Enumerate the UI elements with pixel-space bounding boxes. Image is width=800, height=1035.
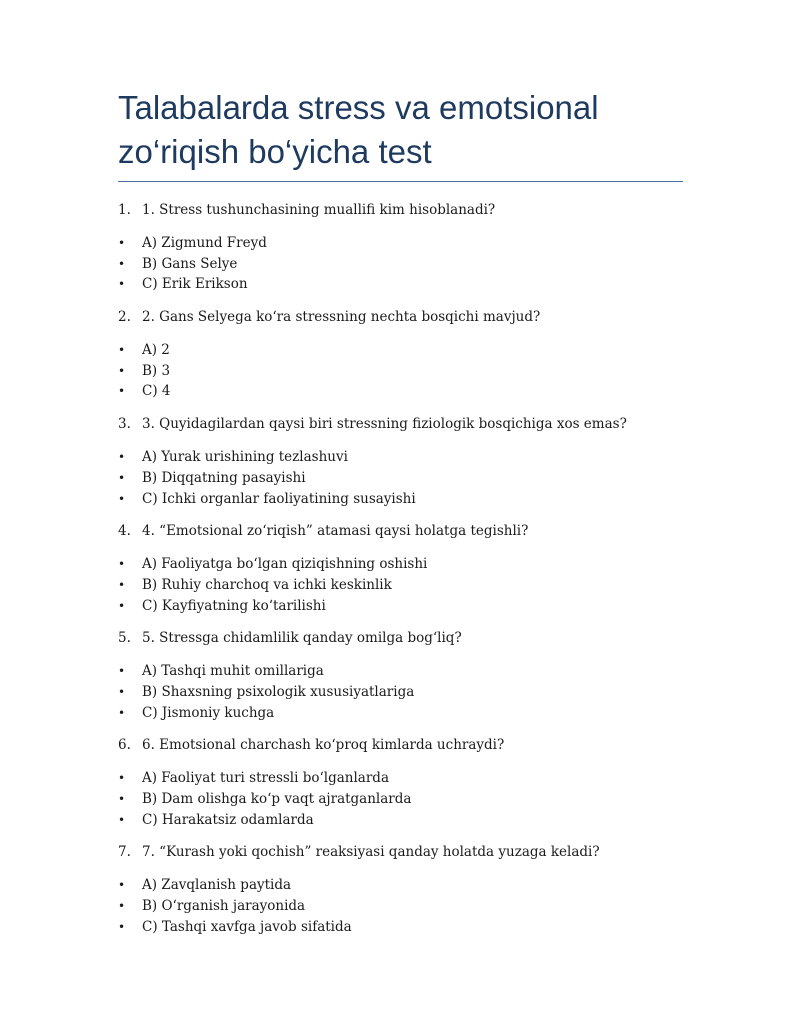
bullet-icon: • xyxy=(118,792,126,806)
option-text: B) Diqqatning pasayishi xyxy=(142,469,306,486)
option-item xyxy=(118,768,718,789)
option-item xyxy=(118,554,718,575)
option-item xyxy=(118,661,718,682)
option-text: B) Ruhiy charchoq va ichki keskinlik xyxy=(142,576,392,593)
bullet-icon: • xyxy=(118,557,126,572)
option-item xyxy=(118,810,718,831)
bullet-icon: • xyxy=(118,577,126,592)
question-number: 4. xyxy=(118,523,131,540)
question-number: 5. xyxy=(118,630,131,647)
title-divider xyxy=(118,181,683,182)
option-item xyxy=(118,468,718,489)
question xyxy=(118,521,718,542)
question xyxy=(118,628,718,649)
option-list xyxy=(118,447,718,509)
option-list xyxy=(118,554,718,616)
option-text: A) Yurak urishining tezlashuvi xyxy=(142,449,348,466)
bullet-icon: • xyxy=(118,771,126,786)
option-text: B) Shaxsning psixologik xususiyatlariga xyxy=(142,683,415,700)
question xyxy=(118,414,718,435)
bullet-icon: • xyxy=(118,277,126,292)
option-text: B) Gans Selye xyxy=(142,255,238,272)
option-text: C) Harakatsiz odamlarda xyxy=(142,811,314,828)
bullet-icon: • xyxy=(118,470,126,485)
question-list xyxy=(118,200,718,937)
option-item xyxy=(118,875,718,896)
question-text: 5. Stressga chidamlilik qanday omilga bog‘liq? xyxy=(142,630,462,647)
option-item xyxy=(118,361,718,382)
bullet-icon: • xyxy=(118,384,126,399)
option-item xyxy=(118,596,718,617)
question-text: 6. Emotsional charchash ko‘proq kimlarda uchraydi? xyxy=(142,737,505,754)
document-title xyxy=(118,86,718,174)
option-text: C) Jismoniy kuchga xyxy=(142,704,275,721)
question-text: 1. Stress tushunchasining muallifi kim hisoblanadi? xyxy=(142,202,496,218)
option-item xyxy=(118,447,718,468)
option-item xyxy=(118,789,718,810)
question-block xyxy=(118,521,718,628)
option-item xyxy=(118,489,718,510)
option-item xyxy=(118,340,718,361)
bullet-icon: • xyxy=(118,812,126,827)
bullet-icon: • xyxy=(118,236,126,250)
question-number: 1. xyxy=(118,202,131,218)
bullet-icon: • xyxy=(118,491,126,506)
option-list xyxy=(118,233,718,295)
option-text: C) 4 xyxy=(142,383,171,400)
option-text: A) Tashqi muhit omillariga xyxy=(142,663,324,680)
bullet-icon: • xyxy=(118,899,126,914)
option-text: C) Kayfiyatning ko‘tarilishi xyxy=(142,597,326,614)
bullet-icon: • xyxy=(118,919,126,934)
option-item xyxy=(118,575,718,596)
bullet-icon: • xyxy=(118,256,126,271)
bullet-icon: • xyxy=(118,664,126,679)
option-text: A) Zigmund Freyd xyxy=(142,235,267,251)
option-item xyxy=(118,703,718,724)
bullet-icon: • xyxy=(118,598,126,613)
option-text: A) Faoliyat turi stressli bo‘lganlarda xyxy=(142,770,389,787)
option-item xyxy=(118,254,718,275)
title-line-2: zo‘riqish bo‘yicha test xyxy=(118,133,432,170)
question-text: 2. Gans Selyega ko‘ra stressning nechta bosqichi mavjud? xyxy=(142,309,541,326)
question xyxy=(118,200,718,221)
question xyxy=(118,307,718,328)
option-text: A) Faoliyatga bo‘lgan qiziqishning oshishi xyxy=(142,556,428,573)
option-text: C) Ichki organlar faoliyatining susayishi xyxy=(142,490,416,507)
bullet-icon: • xyxy=(118,363,126,378)
bullet-icon: • xyxy=(118,684,126,699)
question-block xyxy=(118,200,718,307)
question xyxy=(118,735,718,756)
option-text: A) 2 xyxy=(142,342,170,359)
bullet-icon: • xyxy=(118,343,126,358)
question-block xyxy=(118,414,718,521)
question-number: 6. xyxy=(118,737,131,754)
question-number: 7. xyxy=(118,844,131,861)
question-block xyxy=(118,842,718,937)
question-text: 3. Quyidagilardan qaysi biri stressning fiziologik bosqichiga xos emas? xyxy=(142,416,627,433)
option-list xyxy=(118,768,718,830)
question xyxy=(118,842,718,863)
option-item xyxy=(118,381,718,402)
option-list xyxy=(118,661,718,723)
option-text: C) Tashqi xavfga javob sifatida xyxy=(142,918,352,935)
option-list xyxy=(118,340,718,402)
option-text: B) O‘rganish jarayonida xyxy=(142,898,306,915)
option-text: C) Erik Erikson xyxy=(142,276,248,293)
option-item xyxy=(118,233,718,254)
question-number: 2. xyxy=(118,309,131,326)
title-line-1: Talabalarda stress va emotsional xyxy=(118,89,599,126)
question-block xyxy=(118,628,718,735)
option-item xyxy=(118,682,718,703)
option-text: B) 3 xyxy=(142,362,171,379)
question-text: 4. “Emotsional zo‘riqish” atamasi qaysi holatga tegishli? xyxy=(142,523,529,540)
question-block xyxy=(118,307,718,414)
option-list xyxy=(118,875,718,937)
option-text: B) Dam olishga ko‘p vaqt ajratganlarda xyxy=(142,791,412,807)
option-text: A) Zavqlanish paytida xyxy=(142,877,292,894)
option-item xyxy=(118,896,718,917)
option-item xyxy=(118,274,718,295)
option-item xyxy=(118,917,718,938)
question-block xyxy=(118,735,718,842)
question-number: 3. xyxy=(118,416,131,433)
question-text: 7. “Kurash yoki qochish” reaksiyasi qanday holatda yuzaga keladi? xyxy=(142,844,600,861)
bullet-icon: • xyxy=(118,878,126,893)
bullet-icon: • xyxy=(118,705,126,720)
bullet-icon: • xyxy=(118,450,126,465)
